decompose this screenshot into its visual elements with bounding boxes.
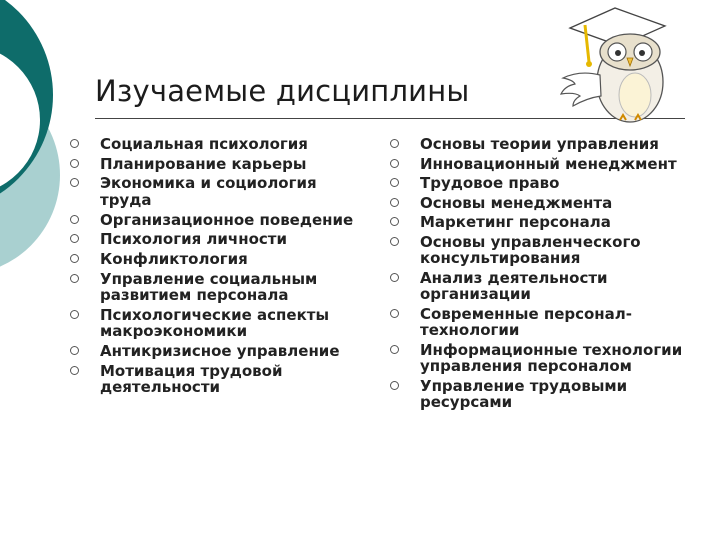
right-discipline-item-label: Трудовое право	[420, 174, 560, 192]
hollow-circle-bullet-icon	[70, 215, 79, 224]
left-discipline-item-label: Экономика и социология труда	[100, 174, 317, 209]
hollow-circle-bullet-icon	[390, 273, 399, 282]
right-discipline-item	[390, 156, 690, 173]
left-discipline-item	[70, 363, 370, 396]
left-discipline-item	[70, 271, 370, 304]
right-discipline-item	[390, 136, 690, 153]
hollow-circle-bullet-icon	[390, 217, 399, 226]
right-discipline-item	[390, 306, 690, 339]
hollow-circle-bullet-icon	[70, 274, 79, 283]
left-discipline-list	[70, 136, 370, 399]
right-discipline-item	[390, 195, 690, 212]
left-discipline-item	[70, 251, 370, 268]
right-discipline-item	[390, 270, 690, 303]
left-discipline-item	[70, 136, 370, 153]
right-discipline-item-label: Основы теории управления	[420, 135, 659, 153]
left-discipline-item	[70, 343, 370, 360]
left-discipline-item-label: Конфликтология	[100, 249, 248, 268]
right-discipline-item-label: Инновационный менеджмент	[420, 154, 677, 173]
left-discipline-item	[70, 212, 370, 229]
left-discipline-item-label: Организационное поведение	[100, 210, 354, 229]
owl-graduate-icon	[555, 0, 685, 125]
hollow-circle-bullet-icon	[70, 178, 79, 187]
right-discipline-item-label: Основы менеджмента	[420, 193, 613, 212]
left-discipline-item-label: Психология личности	[100, 230, 287, 249]
left-discipline-item-label: Социальная психология	[100, 135, 308, 153]
hollow-circle-bullet-icon	[390, 159, 399, 168]
hollow-circle-bullet-icon	[390, 309, 399, 318]
left-discipline-item-label: Планирование карьеры	[100, 154, 307, 173]
right-discipline-list	[390, 136, 690, 414]
hollow-circle-bullet-icon	[70, 234, 79, 243]
left-discipline-item	[70, 175, 370, 208]
left-discipline-item-label: Психологические аспекты макроэкономики	[100, 305, 330, 341]
hollow-circle-bullet-icon	[70, 346, 79, 355]
right-discipline-item-label: Информационные технологии управления персоналом	[420, 340, 683, 375]
hollow-circle-bullet-icon	[390, 139, 399, 148]
hollow-circle-bullet-icon	[70, 139, 79, 148]
right-discipline-item	[390, 175, 690, 192]
hollow-circle-bullet-icon	[390, 237, 399, 246]
hollow-circle-bullet-icon	[390, 178, 399, 187]
hollow-circle-bullet-icon	[70, 366, 79, 375]
left-discipline-item	[70, 231, 370, 248]
hollow-circle-bullet-icon	[70, 310, 79, 319]
hollow-circle-bullet-icon	[390, 381, 399, 390]
right-discipline-item-label: Управление трудовыми ресурсами	[420, 376, 628, 411]
right-discipline-item-label: Основы управленческого консультирования	[420, 232, 641, 267]
hollow-circle-bullet-icon	[390, 345, 399, 354]
left-discipline-item-label: Мотивация трудовой деятельности	[100, 361, 283, 397]
left-discipline-item	[70, 307, 370, 340]
slide-title: Изучаемые дисциплины	[95, 74, 470, 108]
left-discipline-item-label: Антикризисное управление	[100, 342, 340, 360]
right-discipline-item	[390, 214, 690, 231]
hollow-circle-bullet-icon	[390, 198, 399, 207]
right-discipline-item	[390, 378, 690, 411]
left-discipline-item	[70, 156, 370, 173]
left-discipline-item-label: Управление социальным развитием персонала	[100, 269, 318, 305]
right-discipline-item	[390, 342, 690, 375]
right-discipline-item-label: Маркетинг персонала	[420, 213, 611, 231]
right-discipline-item	[390, 234, 690, 267]
right-discipline-item-label: Анализ деятельности организации	[420, 268, 608, 303]
hollow-circle-bullet-icon	[70, 254, 79, 263]
right-discipline-item-label: Современные персонал-технологии	[420, 304, 633, 339]
hollow-circle-bullet-icon	[70, 159, 79, 168]
